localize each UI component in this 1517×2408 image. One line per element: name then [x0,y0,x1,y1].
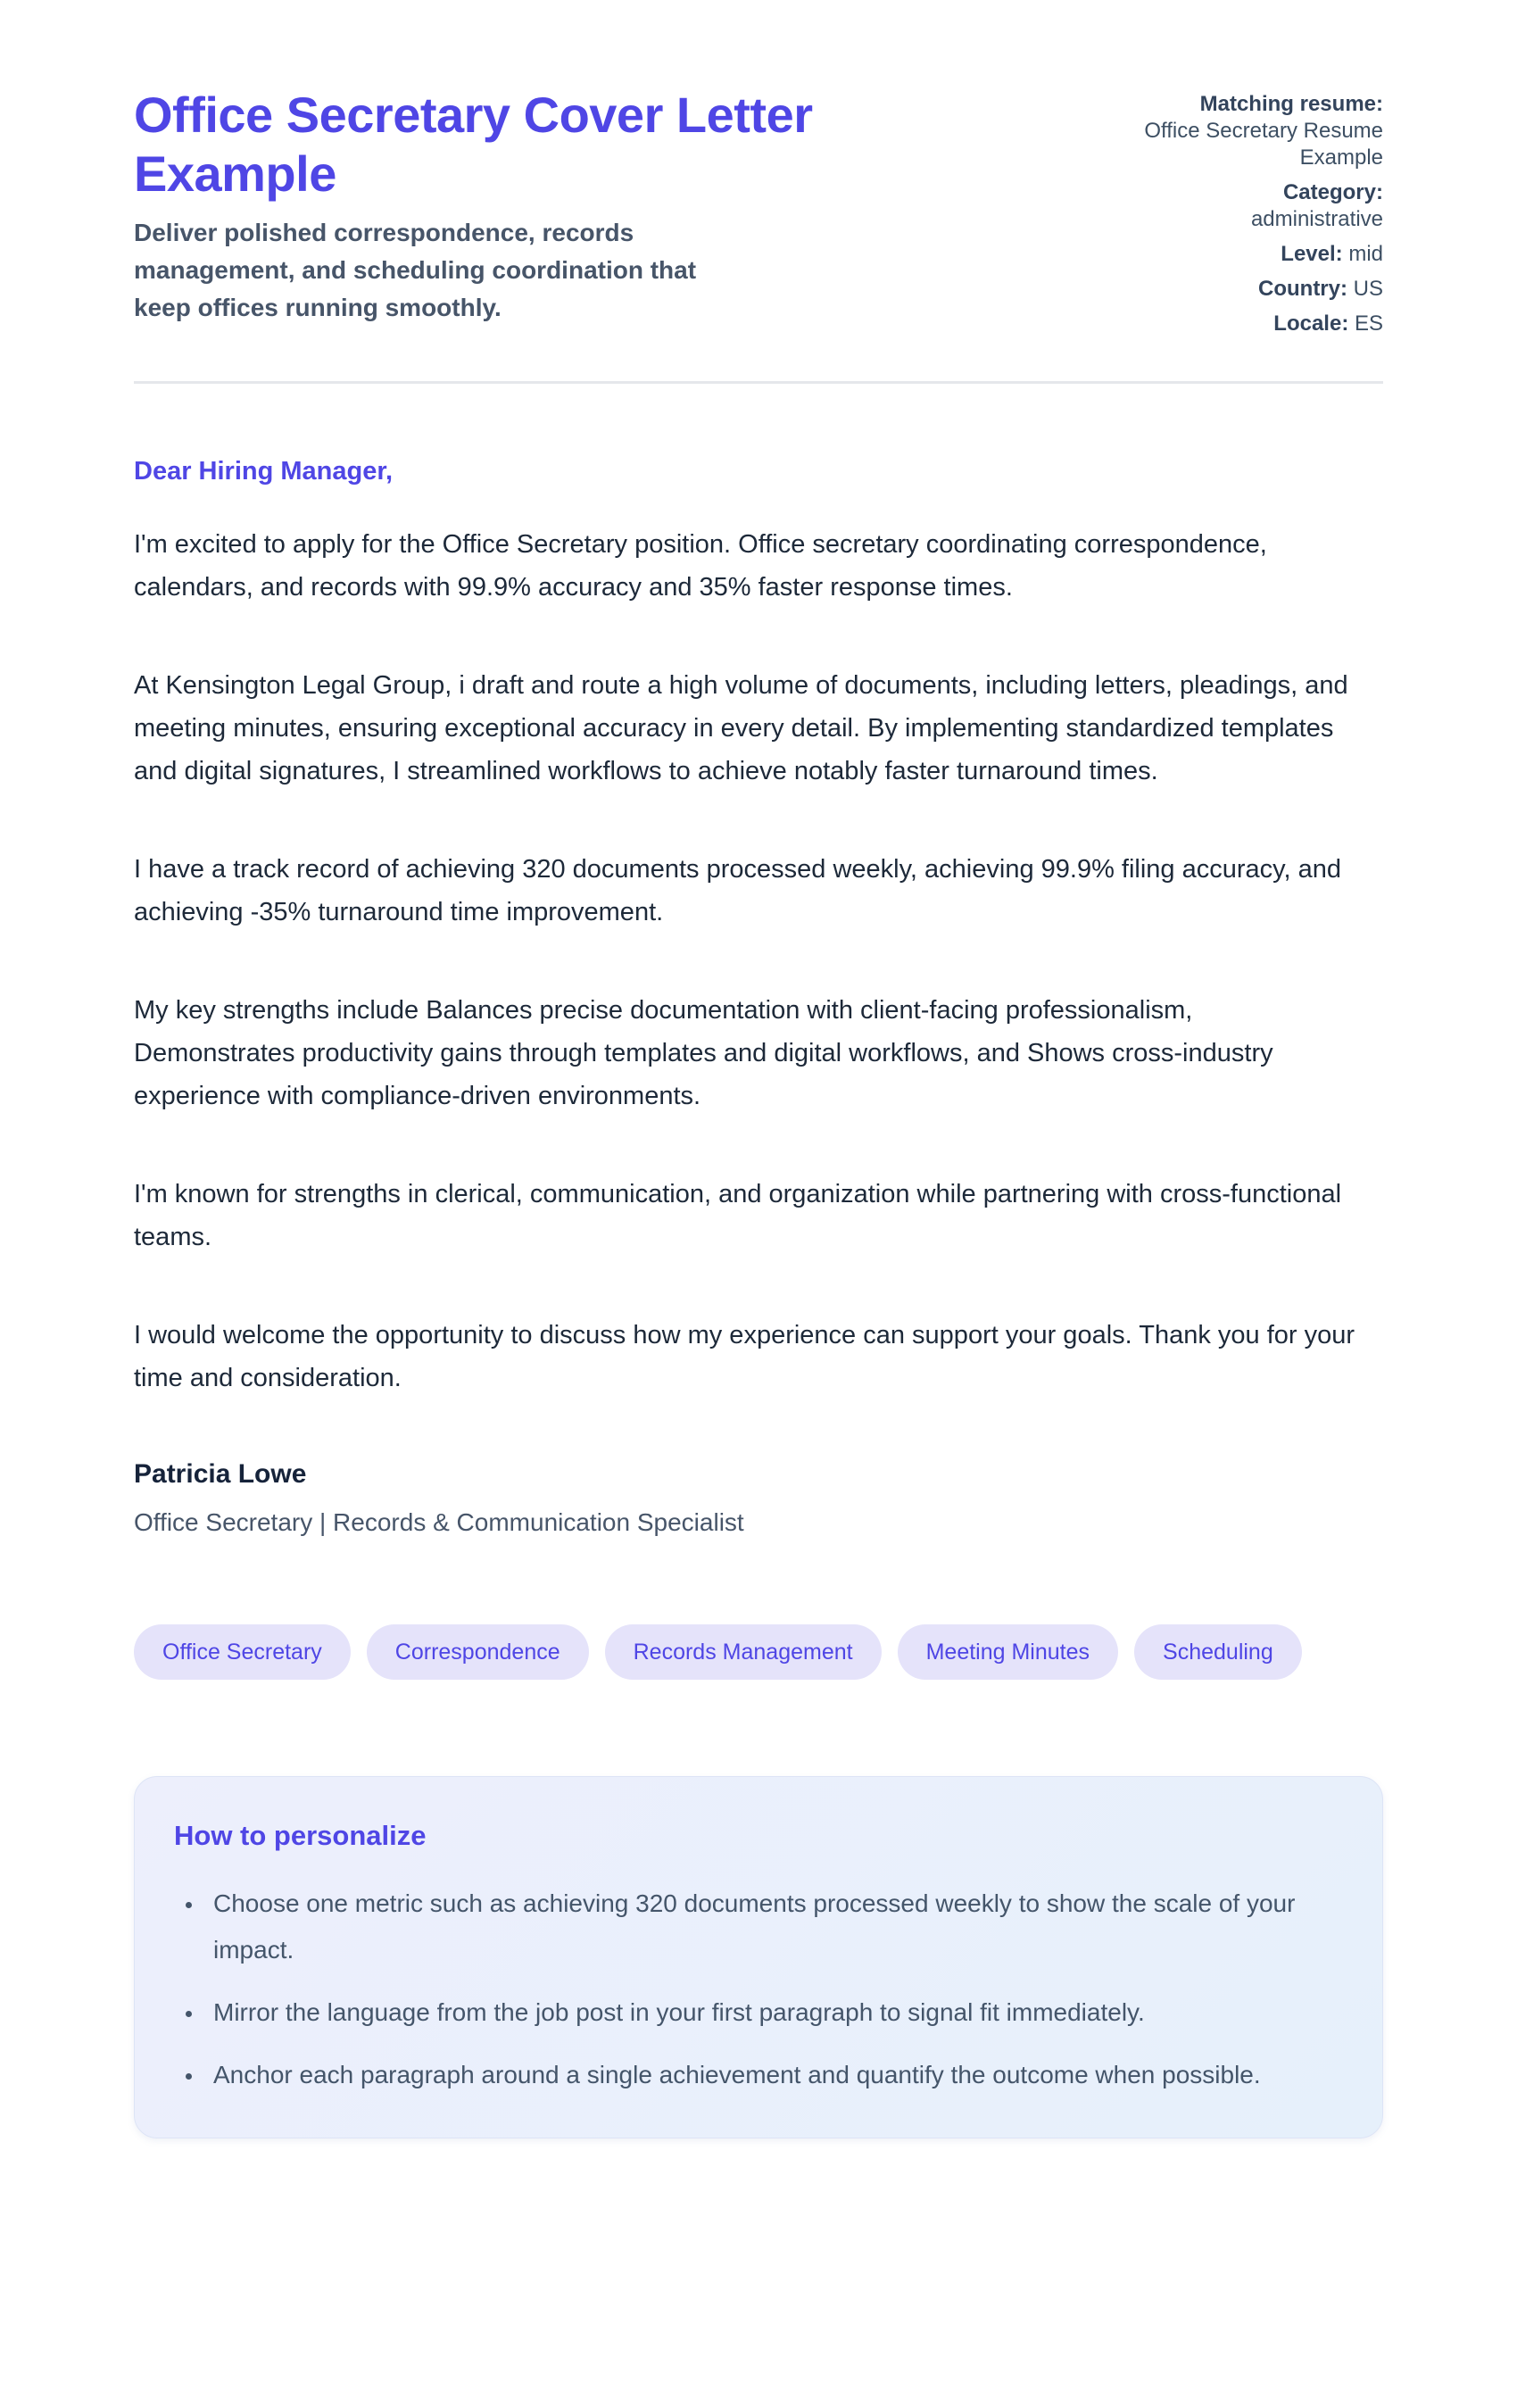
tag-pill[interactable]: Correspondence [367,1624,589,1680]
tips-heading: How to personalize [174,1820,427,1851]
page-subtitle: Deliver polished correspondence, records management, and scheduling coordination that keep offices running smoothly. [134,219,697,322]
meta-matching-resume-link[interactable]: Office Secretary Resume Example [1144,119,1383,170]
tag-pill[interactable]: Records Management [605,1624,882,1680]
tag-list [134,1624,1383,1680]
signature-block [134,1455,1383,1540]
letter-paragraph: I'm known for strengths in clerical, communication, and organization while partnering with cross-functional teams. [134,1180,1342,1251]
tips-item: • Anchor each paragraph around a single achievement and quantify the outcome when possible. [204,2052,1329,2098]
meta-level-value: mid [1348,242,1383,266]
letter-paragraph: I would welcome the opportunity to discuss how my experience can support your goals. Thank you for your time and consideration. [134,1321,1355,1392]
meta-country [1115,276,1383,303]
tips-card [134,1776,1383,2138]
letter-paragraph: My key strengths include Balances precise documentation with client-facing professionalism, Demonstrates productivity gains through templates and digital workflows, and Shows cross-industry experience with compliance-driven environments. [134,996,1273,1110]
meta-locale [1115,311,1383,337]
signature-name: Patricia Lowe [134,1459,307,1489]
page-title: Office Secretary Cover Letter Example [134,87,813,203]
header-title-block [134,86,1115,327]
meta-country-value: US [1353,277,1383,301]
header-divider [134,381,1383,384]
meta-level-label: Level: [1281,242,1343,266]
tag-pill[interactable]: Scheduling [1134,1624,1302,1680]
page-header [134,86,1383,345]
meta-level [1115,241,1383,268]
tag-pill[interactable]: Office Secretary [134,1624,351,1680]
meta-panel [1115,91,1383,345]
meta-category [1115,179,1383,233]
letter-body [134,450,1383,2138]
tips-item: • Mirror the language from the job post in your first paragraph to signal fit immediately. [204,1989,1329,2036]
salutation: Dear Hiring Manager, [134,457,394,486]
letter-paragraphs [134,523,1383,1399]
meta-matching-resume [1115,91,1383,171]
meta-locale-value: ES [1354,311,1383,336]
meta-matching-resume-label: Matching resume: [1199,92,1383,116]
letter-paragraph: I have a track record of achieving 320 documents processed weekly, achieving 99.9% filing accuracy, and achieving -35% turnaround time improvement. [134,855,1342,926]
letter-paragraph: At Kensington Legal Group, i draft and route a high volume of documents, including letters, pleadings, and meeting minutes, ensuring exceptional accuracy in every detail. By implementing standardized templates and digital signatures, I streamlined workflows to achieve notably faster turnaround times. [134,671,1348,785]
tips-list [174,1881,1339,2098]
letter-paragraph: I'm excited to apply for the Office Secretary position. Office secretary coordinating correspondence, calendars, and records with 99.9% accuracy and 35% faster response times. [134,530,1267,602]
tips-item: • Choose one metric such as achieving 320 documents processed weekly to show the scale of your impact. [204,1881,1329,1973]
meta-country-label: Country: [1258,277,1347,301]
tag-pill[interactable]: Meeting Minutes [898,1624,1118,1680]
meta-locale-label: Locale: [1273,311,1349,336]
signature-title: Office Secretary | Records & Communication Specialist [134,1508,744,1536]
meta-category-value: administrative [1250,207,1383,231]
meta-category-label: Category: [1282,180,1383,204]
